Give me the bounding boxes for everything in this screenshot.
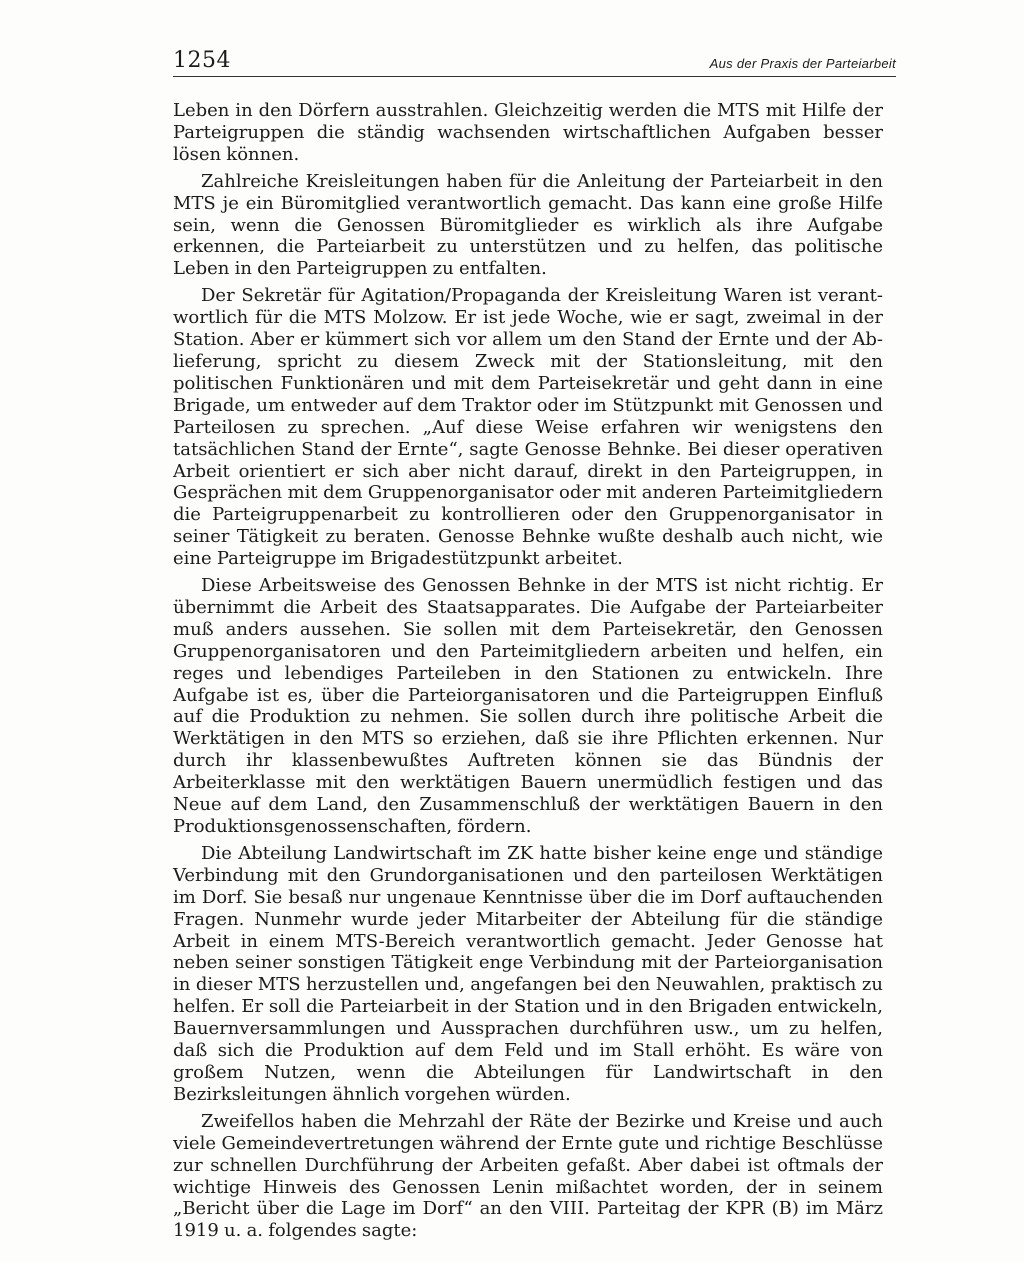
paragraph-arbeitsweise: Diese Arbeitsweise des Genossen Behnke in der MTS ist nicht richtig. Er übernimmt die Arbeit des Staatsapparates. Die Aufgabe der Parteiarbeiter muß anders aussehen. Sie sollen mit dem Parteisekretär, den Genossen Gruppenorganisatoren und den Parteimitgliedern arbeiten und helfen, ein reges und lebendiges Parteileben in den Stationen zu entwickeln. Ihre Aufgabe ist es, über die Parteiorganisatoren und die Parteigruppen Einfluß auf die Produktion zu nehmen. Sie sollen durch ihre politische Arbeit die Werktätigen in den MTS so erziehen, daß sie ihre Pflichten erkennen. Nur durch ihr klassenbewußtes Auftreten können sie das Bündnis der Arbeiterklasse mit den werktätigen Bauern unermüdlich festigen und das Neue auf dem Land, den Zusammenschluß der werktätigen Bauern in den Produktionsgenossenschaften, fördern.: [173, 575, 883, 837]
page-header: [173, 48, 896, 78]
header-rule: [173, 76, 896, 77]
running-title: Aus der Praxis der Parteiarbeit: [709, 56, 896, 71]
paragraph-abteilung-landwirtschaft: Die Abteilung Landwirtschaft im ZK hatte bisher keine enge und ständige Verbindung mit den Grundorganisationen und den parteilosen Werktätigen im Dorf. Sie besaß nur ungenaue Kenntnisse über die im Dorf auftauchenden Fragen. Nunmehr wurde jeder Mitarbeiter der Abteilung für die ständige Arbeit in einem MTS-Bereich verantwortlich gemacht. Jeder Genosse hat neben seiner sonstigen Tätigkeit enge Verbindung mit der Parteiorganisation in dieser MTS herzustellen und, angefangen bei den Neuwahlen, praktisch zu helfen. Er soll die Parteiarbeit in der Station und in den Brigaden entwickeln, Bauernversammlungen und Aussprachen durchführen usw., um zu helfen, daß sich die Produktion auf dem Feld und im Stall erhöht. Es wäre von großem Nutzen, wenn die Abteilungen für Landwirtschaft in den Bezirksleitungen ähnlich vorgehen würden.: [173, 842, 883, 1105]
page-number: 1254: [173, 48, 231, 73]
paragraph-kreisleitungen: Zahlreiche Kreisleitungen haben für die Anleitung der Parteiarbeit in den MTS je ein Büromitglied verantwortlich gemacht. Das kann eine große Hilfe sein, wenn die Genossen Büromitglieder es wirklich als ihre Aufgabe erkennen, die Parteiarbeit zu unterstützen und zu helfen, das politische Leben in den Parteigruppen zu entfalten.: [173, 170, 883, 280]
paragraph-lenin-hinweis: Zweifellos haben die Mehrzahl der Räte der Bezirke und Kreise und auch viele Gemeindevertretungen während der Ernte gute und richtige Beschlüsse zur schnellen Durchführung der Arbeiten gefaßt. Aber dabei ist oftmals der wichtige Hinweis des Genossen Lenin mißachtet worden, der in seinem „Bericht über die Lage im Dorf“ an den VIII. Parteitag der KPR (B) im März 1919 u. a. folgendes sagte:: [173, 1110, 883, 1242]
paragraph-continuation: Leben in den Dörfern ausstrahlen. Gleichzeitig werden die MTS mit Hilfe der Parteigruppen die ständig wachsenden wirtschaftlichen Aufgaben besser lösen können.: [173, 100, 883, 165]
body-text: [173, 100, 883, 1247]
paragraph-sekretaer: Der Sekretär für Agitation/Propaganda der Kreisleitung Waren ist verantwortlich für die MTS Molzow. Er ist jede Woche, wie er sagt, zweimal in der Station. Aber er kümmert sich vor allem um den Stand der Ernte und der Ablieferung, spricht zu diesem Zweck mit der Stationsleitung, mit den politischen Funktionären und mit dem Parteisekretär und geht dann in eine Brigade, um entweder auf dem Traktor oder im Stützpunkt mit Genossen und Parteilosen zu sprechen. „Auf diese Weise erfahren wir wenigstens den tatsächlichen Stand der Ernte“, sagte Genosse Behnke. Bei dieser operativen Arbeit orientiert er sich aber nicht darauf, direkt in den Parteigruppen, in Gesprächen mit dem Gruppenorganisator oder mit anderen Parteimitgliedern die Parteigruppenarbeit zu kontrollieren oder den Gruppenorganisator in seiner Tätigkeit zu beraten. Genosse Behnke wußte deshalb auch nicht, wie eine Parteigruppe im Brigadestützpunkt arbeitet.: [173, 285, 883, 570]
